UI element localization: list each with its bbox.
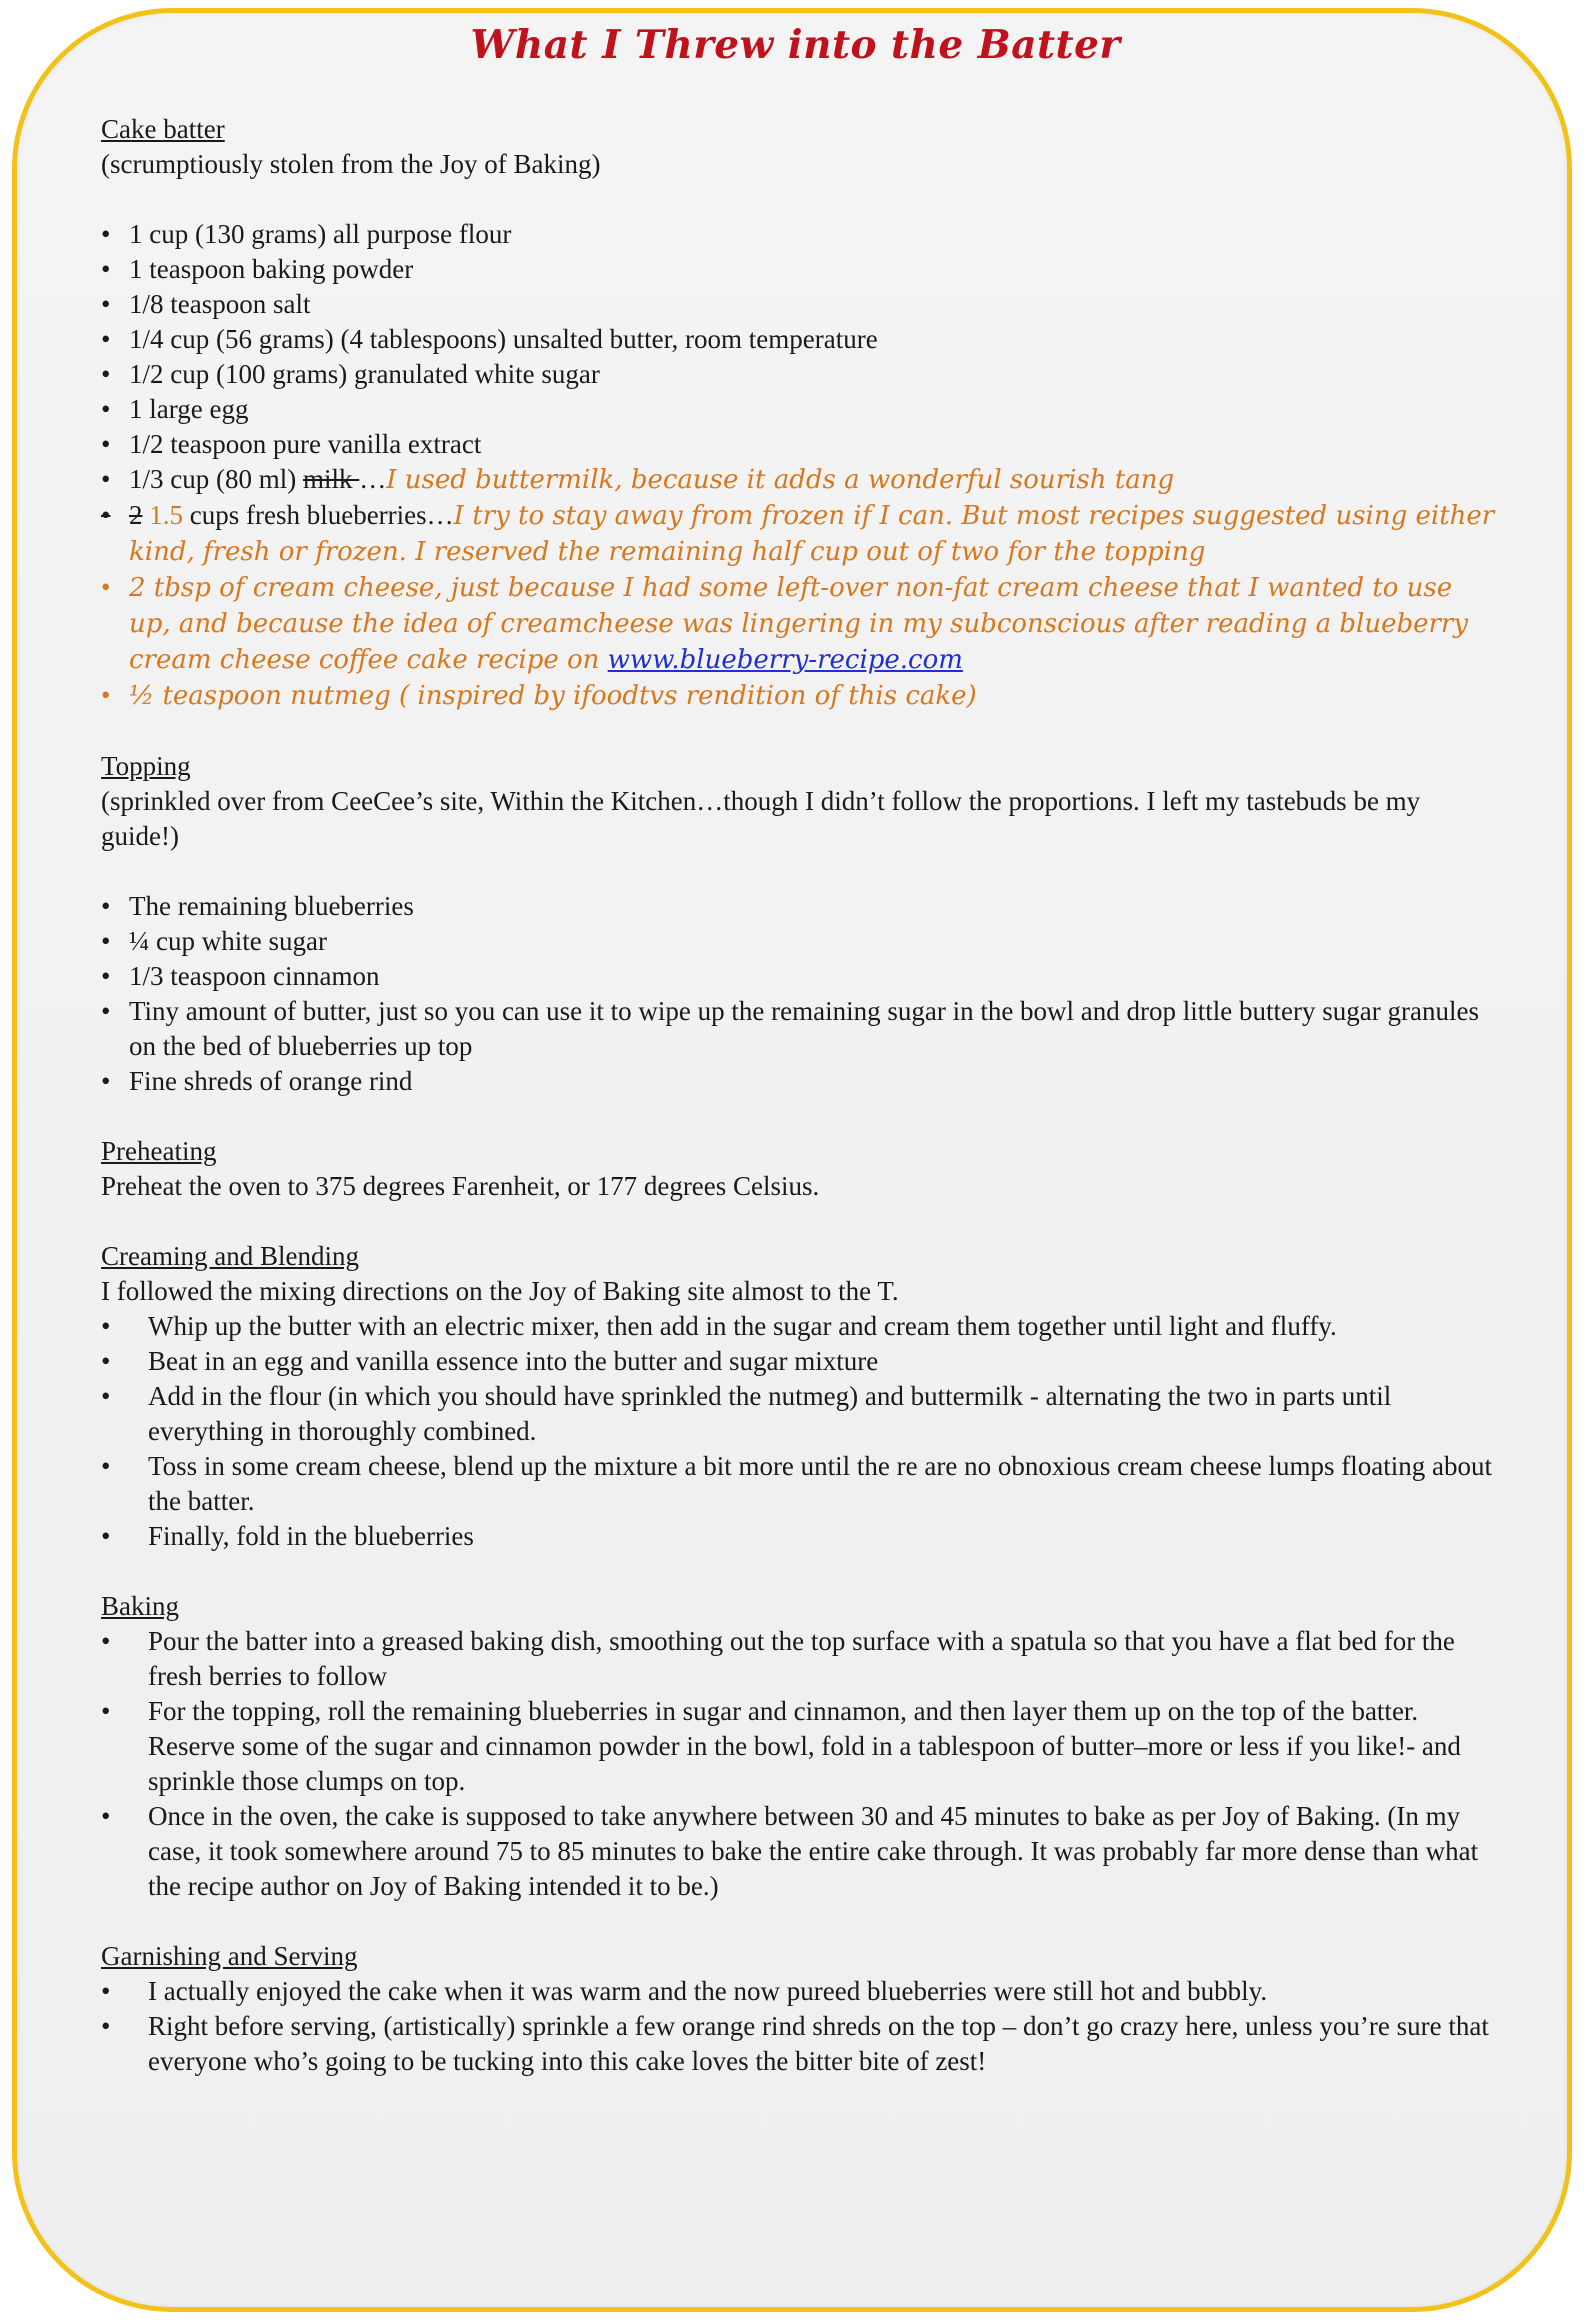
list-item: • 1/8 teaspoon salt bbox=[101, 289, 311, 319]
struck-milk: milk bbox=[302, 464, 360, 494]
topping-heading: Topping bbox=[101, 751, 191, 781]
list-item: • For the topping, roll the remaining blueberries in sugar and cinnamon, and then layer them up on the top of the batter. Reserve some of the sugar and cinnamon powder in the bowl, fold in a tablespoon of butter–more or less if you like!- and sprinkle those clumps on top. bbox=[101, 1696, 1461, 1796]
topping-list bbox=[101, 889, 1501, 1099]
cake-batter-source: (scrumptiously stolen from the Joy of Baking) bbox=[101, 149, 601, 179]
list-item: • 1/4 cup (56 grams) (4 tablespoons) unsalted butter, room temperature bbox=[101, 324, 878, 354]
topping-intro: (sprinkled over from CeeCee’s site, Within the Kitchen…though I didn’t follow the proportions. I left my tastebuds be my guide!) bbox=[101, 786, 1421, 851]
preheating-text: Preheat the oven to 375 degrees Farenheit, or 177 degrees Celsius. bbox=[101, 1171, 820, 1201]
blueberry-note: I try to stay away from frozen if I can. But most recipes suggested using either kind, fresh or frozen. I reserved the remaining half cup out of two for the topping bbox=[129, 501, 1495, 567]
blueberry-recipe-link[interactable]: www.blueberry-recipe.com bbox=[607, 645, 963, 675]
list-item: • Right before serving, (artistically) sprinkle a few orange rind shreds on the top – don’t go crazy here, unless you’re sure that everyone who’s going to be tucking into this cake loves the bitter bite of zest! bbox=[101, 2011, 1489, 2076]
list-item: • 1/2 cup (100 grams) granulated white sugar bbox=[101, 359, 600, 389]
new-quantity: 1.5 bbox=[149, 500, 183, 530]
list-item: • 1 teaspoon baking powder bbox=[101, 254, 414, 284]
list-item: • 1 cup (130 grams) all purpose flour bbox=[101, 219, 512, 249]
list-item: • 1/2 teaspoon pure vanilla extract bbox=[101, 429, 482, 459]
recipe-content bbox=[101, 112, 1501, 2079]
list-item: • Toss in some cream cheese, blend up the mixture a bit more until the re are no obnoxious cream cheese lumps floating about the batter. bbox=[101, 1451, 1492, 1516]
page-title: What I Threw into the Batter bbox=[470, 22, 1121, 68]
milk-item: • 1/3 cup (80 ml) milk …I used buttermilk, because it adds a wonderful sourish tang bbox=[101, 464, 1175, 495]
list-item: • Fine shreds of orange rind bbox=[101, 1066, 413, 1096]
creaming-list bbox=[101, 1309, 1501, 1554]
list-item: • Add in the flour (in which you should have sprinkled the nutmeg) and buttermilk - alternating the two in parts until everything in thoroughly combined. bbox=[101, 1381, 1392, 1446]
cake-batter-list bbox=[101, 217, 1501, 714]
list-item: • ¼ cup white sugar bbox=[101, 926, 327, 956]
garnishing-list bbox=[101, 1974, 1501, 2079]
baking-heading: Baking bbox=[101, 1591, 179, 1621]
nutmeg-item: • ½ teaspoon nutmeg ( inspired by ifoodtvs rendition of this cake) bbox=[101, 680, 977, 711]
list-item: • I actually enjoyed the cake when it was warm and the now pureed blueberries were still hot and bubbly. bbox=[101, 1976, 1268, 2006]
list-item: • 1 large egg bbox=[101, 394, 249, 424]
list-item: • Whip up the butter with an electric mixer, then add in the sugar and cream them together until light and fluffy. bbox=[101, 1311, 1337, 1341]
blueberry-item: • 2 1.5 cups fresh blueberries…I try to stay away from frozen if I can. But most recipes suggested using either kind, fresh or frozen. I reserved the remaining half cup out of two for the topping bbox=[101, 500, 1495, 567]
garnishing-heading: Garnishing and Serving bbox=[101, 1941, 358, 1971]
creaming-intro: I followed the mixing directions on the Joy of Baking site almost to the T. bbox=[101, 1276, 899, 1306]
list-item: • Beat in an egg and vanilla essence into the butter and sugar mixture bbox=[101, 1346, 879, 1376]
list-item: • Tiny amount of butter, just so you can use it to wipe up the remaining sugar in the bowl and drop little buttery sugar granules on the bed of blueberries up top bbox=[101, 996, 1479, 1061]
buttermilk-note: I used buttermilk, because it adds a wonderful sourish tang bbox=[386, 465, 1175, 495]
cake-batter-heading: Cake batter bbox=[101, 114, 225, 144]
list-item: • Finally, fold in the blueberries bbox=[101, 1521, 474, 1551]
list-item: • Once in the oven, the cake is supposed to take anywhere between 30 and 45 minutes to bake as per Joy of Baking. (In my case, it took somewhere around 75 to 85 minutes to bake the entire cake through. It was probably far more dense than what the recipe author on Joy of Baking intended it to be.) bbox=[101, 1801, 1479, 1901]
list-item: • The remaining blueberries bbox=[101, 891, 414, 921]
preheating-heading: Preheating bbox=[101, 1136, 217, 1166]
list-item: • 1/3 teaspoon cinnamon bbox=[101, 961, 380, 991]
cream-cheese-item: • 2 tbsp of cream cheese, just because I had some left-over non-fat cream cheese that I wanted to use up, and because the idea of creamcheese was lingering in my subconscious after reading a blueberry cream cheese coffee cake recipe on www.blueberry-recipe.com bbox=[101, 572, 1469, 675]
baking-list bbox=[101, 1624, 1501, 1904]
creaming-heading: Creaming and Blending bbox=[101, 1241, 359, 1271]
list-item: • Pour the batter into a greased baking dish, smoothing out the top surface with a spatula so that you have a flat bed for the fresh berries to follow bbox=[101, 1626, 1455, 1691]
struck-quantity: 2 bbox=[129, 500, 143, 530]
